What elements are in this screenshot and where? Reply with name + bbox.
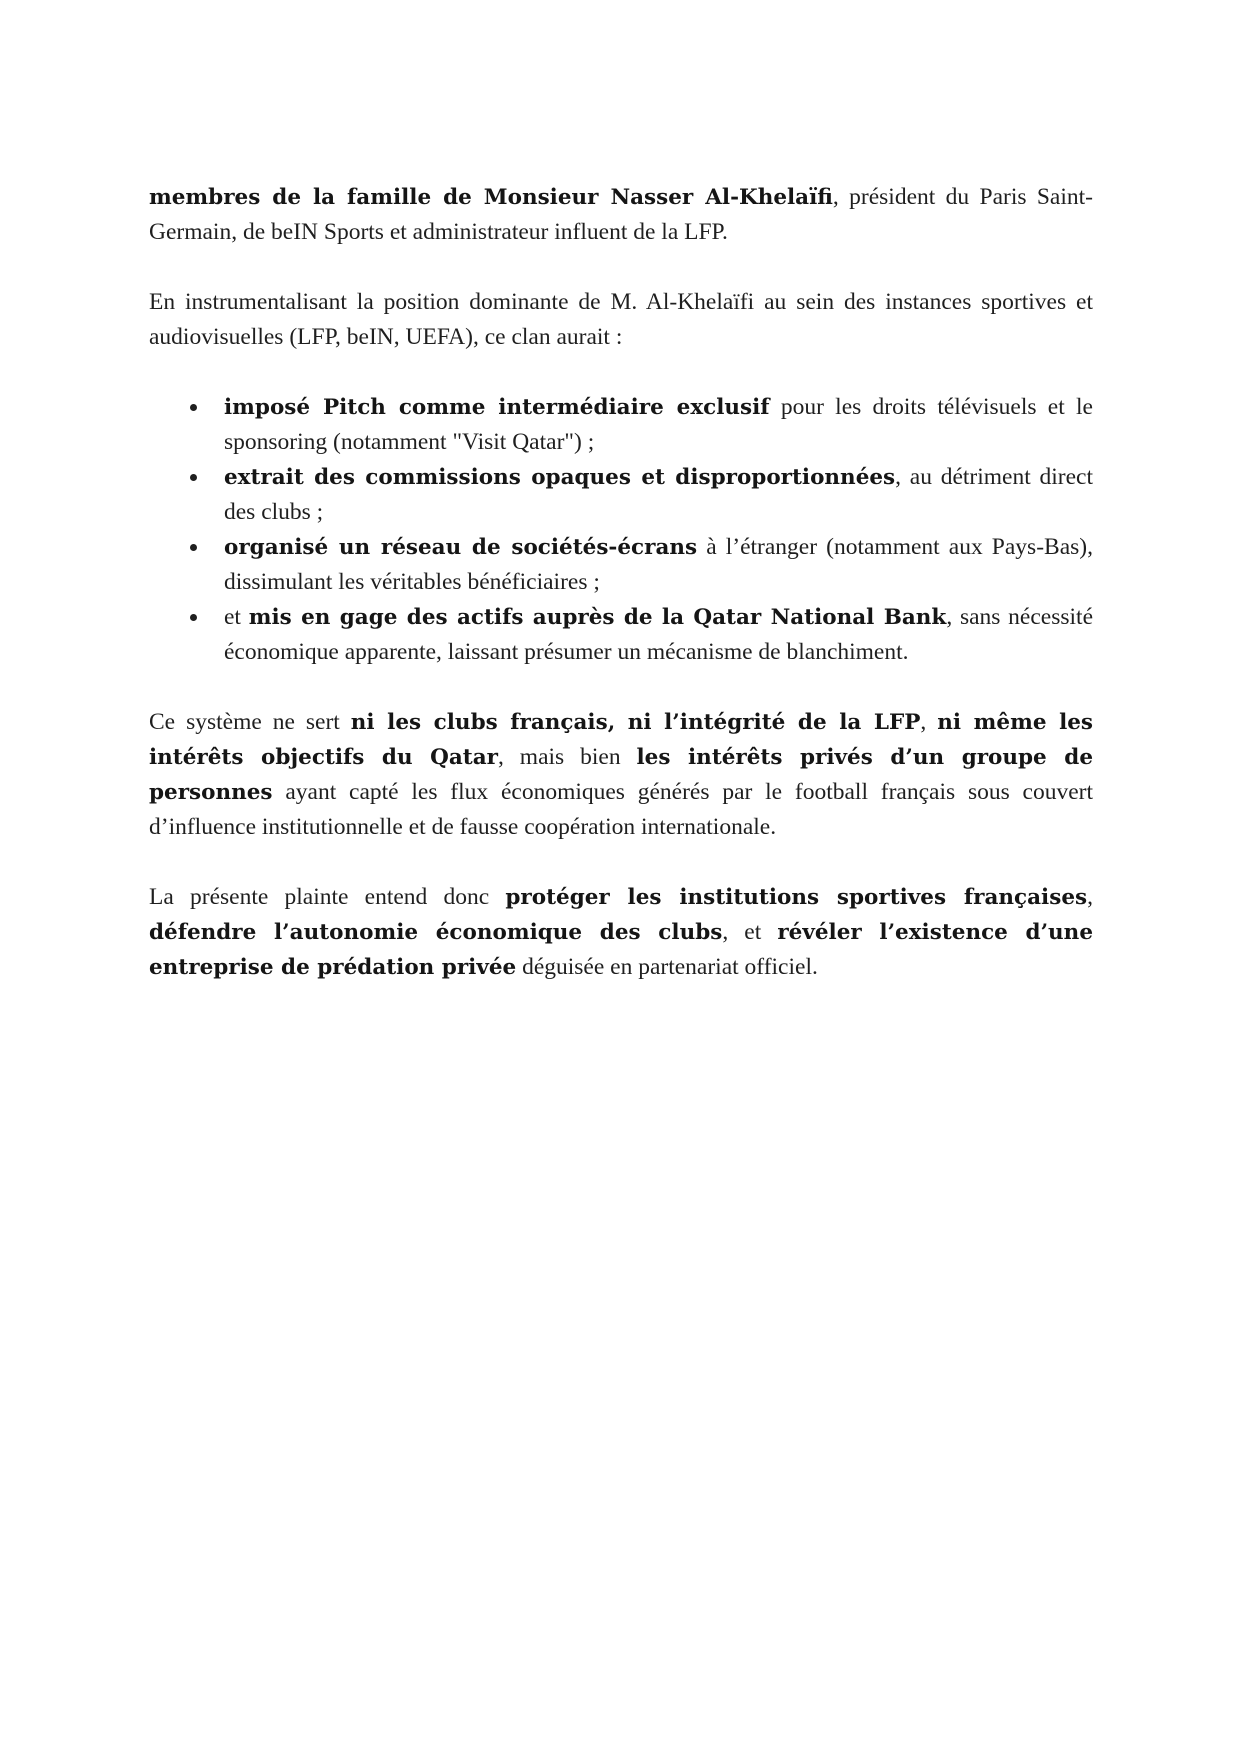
text-run: , mais bien bbox=[497, 744, 637, 770]
bullet-icon bbox=[190, 544, 197, 551]
paragraph-intro bbox=[149, 180, 1093, 250]
bold-phrase: protéger les institutions sportives françaises bbox=[505, 885, 1088, 910]
text-run: , bbox=[920, 709, 938, 735]
bold-phrase: ni même les intérêts objectifs du Qatar bbox=[149, 710, 1094, 770]
bold-phrase: membres de la famille de Monsieur Nasser Al-Khelaïfi bbox=[149, 185, 833, 210]
list-item bbox=[149, 530, 1093, 600]
bold-phrase: organisé un réseau de sociétés-écrans bbox=[224, 535, 698, 560]
text-run: , président du Paris Saint-Germain, de beIN Sports et administrateur influent de la LFP. bbox=[149, 184, 1093, 245]
text-run: et bbox=[224, 604, 249, 630]
bold-phrase: révéler l’existence d’une entreprise de prédation privée bbox=[149, 920, 1093, 980]
bold-phrase: mis en gage des actifs auprès de la Qatar National Bank bbox=[248, 605, 947, 630]
text-run: , et bbox=[722, 919, 778, 945]
paragraph-context bbox=[149, 285, 1093, 355]
text-run: En instrumentalisant la position dominante de M. Al-Khelaïfi au sein des instances sportives et audiovisuelles (LFP, beIN, UEFA), ce clan aurait : bbox=[149, 289, 1093, 350]
bold-phrase: extrait des commissions opaques et disproportionnées bbox=[224, 465, 896, 490]
text-run: , bbox=[1087, 884, 1093, 910]
bullet-icon bbox=[190, 404, 197, 411]
document-body bbox=[149, 180, 1093, 1020]
text-run: déguisée en partenariat officiel. bbox=[516, 954, 818, 980]
text-run: pour les droits télévisuels et le sponsoring (notamment "Visit Qatar") ; bbox=[224, 394, 1093, 455]
text-run: , sans nécessité économique apparente, laissant présumer un mécanisme de blanchiment. bbox=[224, 604, 1094, 665]
bullet-icon bbox=[190, 614, 197, 621]
text-run: La présente plainte entend donc bbox=[149, 884, 506, 910]
bold-phrase: imposé Pitch comme intermédiaire exclusif bbox=[224, 395, 770, 420]
paragraph-conclusion bbox=[149, 880, 1093, 985]
text-run: Ce système ne sert bbox=[149, 709, 351, 735]
text-run: ayant capté les flux économiques générés par le football français sous couvert d’influence institutionnelle et de fausse coopération internationale. bbox=[149, 779, 1093, 840]
bullet-icon bbox=[190, 474, 197, 481]
bold-phrase: les intérêts privés d’un groupe de personnes bbox=[149, 745, 1093, 805]
list-item bbox=[149, 390, 1093, 460]
list-item bbox=[149, 460, 1093, 530]
text-run: , au détriment direct des clubs ; bbox=[224, 464, 1093, 525]
bold-phrase: défendre l’autonomie économique des clubs bbox=[149, 920, 723, 945]
allegations-list bbox=[149, 390, 1093, 670]
paragraph-system bbox=[149, 705, 1093, 845]
bold-phrase: ni les clubs français, ni l’intégrité de la LFP bbox=[350, 710, 921, 735]
list-item bbox=[149, 600, 1093, 670]
text-run: à l’étranger (notamment aux Pays-Bas), dissimulant les véritables bénéficiaires ; bbox=[224, 534, 1093, 595]
